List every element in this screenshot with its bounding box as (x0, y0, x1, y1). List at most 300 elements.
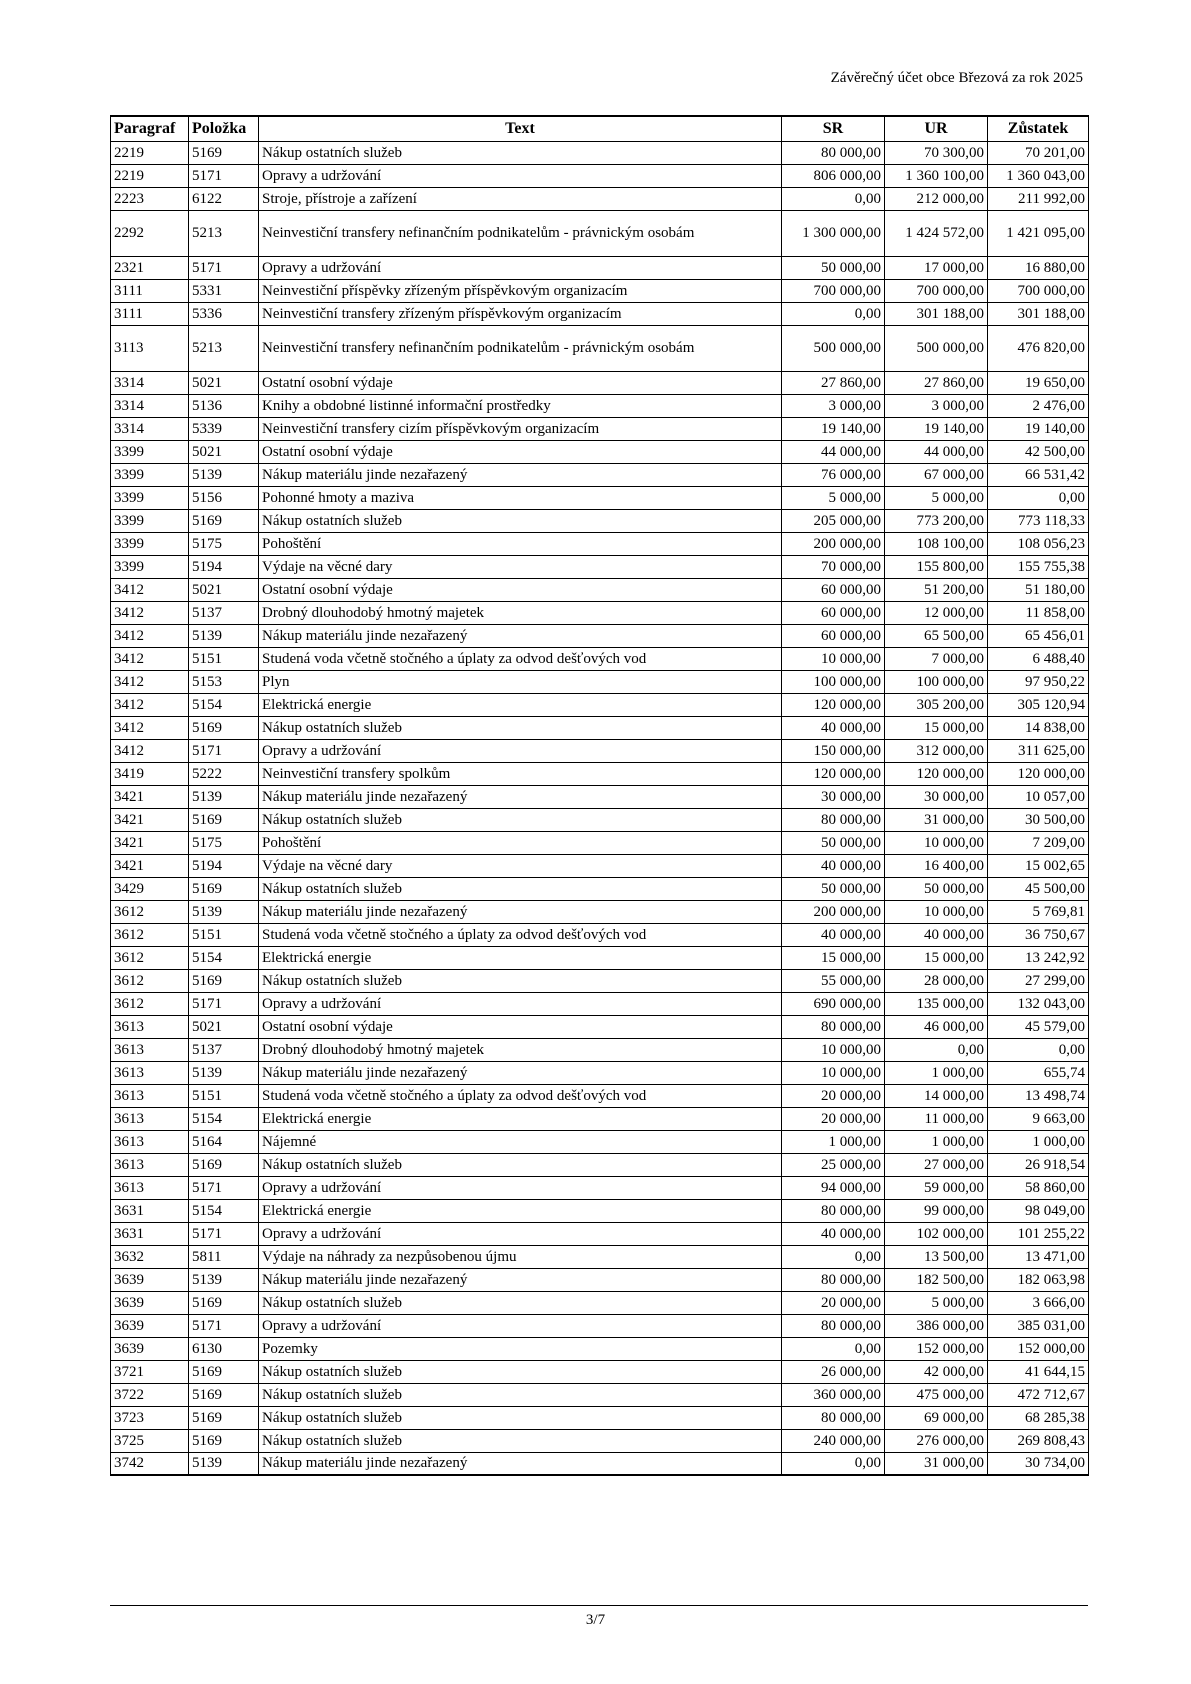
cell-zustatek: 182 063,98 (988, 1268, 1089, 1291)
cell-paragraf: 3399 (111, 440, 189, 463)
cell-paragraf: 3419 (111, 762, 189, 785)
cell-ur: 50 000,00 (885, 877, 988, 900)
cell-text: Studená voda včetně stočného a úplaty za odvod dešťových vod (259, 647, 782, 670)
cell-sr: 0,00 (782, 302, 885, 325)
page-number: 3/7 (585, 1612, 606, 1628)
cell-polozka: 5139 (189, 1452, 259, 1475)
table-row (111, 854, 1089, 877)
cell-paragraf: 3612 (111, 946, 189, 969)
table-row (111, 325, 1089, 371)
cell-text: Nákup materiálu jinde nezařazený (259, 624, 782, 647)
table-row (111, 1222, 1089, 1245)
cell-zustatek: 655,74 (988, 1061, 1089, 1084)
cell-polozka: 5136 (189, 394, 259, 417)
table-row (111, 187, 1089, 210)
cell-sr: 80 000,00 (782, 1314, 885, 1337)
cell-polozka: 5169 (189, 877, 259, 900)
cell-zustatek: 311 625,00 (988, 739, 1089, 762)
cell-zustatek: 1 421 095,00 (988, 210, 1089, 256)
cell-text: Nákup materiálu jinde nezařazený (259, 785, 782, 808)
cell-paragraf: 3632 (111, 1245, 189, 1268)
cell-zustatek: 70 201,00 (988, 141, 1089, 164)
cell-zustatek: 36 750,67 (988, 923, 1089, 946)
cell-paragraf: 3639 (111, 1291, 189, 1314)
cell-polozka: 5171 (189, 739, 259, 762)
table-row (111, 992, 1089, 1015)
cell-text: Nákup materiálu jinde nezařazený (259, 1452, 782, 1475)
table-header-row (111, 116, 1089, 141)
expenditure-table (110, 115, 1089, 1476)
cell-sr: 1 300 000,00 (782, 210, 885, 256)
cell-zustatek: 2 476,00 (988, 394, 1089, 417)
cell-paragraf: 3412 (111, 739, 189, 762)
column-header-sr: SR (782, 116, 885, 141)
cell-paragraf: 3613 (111, 1107, 189, 1130)
table-row (111, 969, 1089, 992)
cell-polozka: 6122 (189, 187, 259, 210)
cell-text: Drobný dlouhodobý hmotný majetek (259, 1038, 782, 1061)
cell-zustatek: 51 180,00 (988, 578, 1089, 601)
cell-zustatek: 16 880,00 (988, 256, 1089, 279)
cell-sr: 50 000,00 (782, 831, 885, 854)
cell-text: Studená voda včetně stočného a úplaty za odvod dešťových vod (259, 923, 782, 946)
cell-zustatek: 5 769,81 (988, 900, 1089, 923)
cell-polozka: 5169 (189, 1153, 259, 1176)
cell-zustatek: 66 531,42 (988, 463, 1089, 486)
cell-ur: 1 360 100,00 (885, 164, 988, 187)
cell-paragraf: 3613 (111, 1084, 189, 1107)
cell-sr: 20 000,00 (782, 1084, 885, 1107)
cell-polozka: 5171 (189, 992, 259, 1015)
table-row (111, 1429, 1089, 1452)
cell-sr: 205 000,00 (782, 509, 885, 532)
table-row (111, 1406, 1089, 1429)
cell-text: Neinvestiční transfery cizím příspěvkovým organizacím (259, 417, 782, 440)
cell-text: Opravy a udržování (259, 1176, 782, 1199)
cell-sr: 0,00 (782, 1245, 885, 1268)
cell-paragraf: 2219 (111, 164, 189, 187)
cell-text: Neinvestiční transfery nefinančním podnikatelům - právnickým osobám (259, 325, 782, 371)
cell-sr: 80 000,00 (782, 1268, 885, 1291)
cell-paragraf: 3613 (111, 1130, 189, 1153)
cell-zustatek: 7 209,00 (988, 831, 1089, 854)
cell-paragraf: 3412 (111, 716, 189, 739)
table-row (111, 302, 1089, 325)
cell-text: Ostatní osobní výdaje (259, 578, 782, 601)
table-row (111, 1314, 1089, 1337)
cell-polozka: 5021 (189, 371, 259, 394)
cell-paragraf: 3421 (111, 785, 189, 808)
cell-zustatek: 9 663,00 (988, 1107, 1089, 1130)
cell-paragraf: 3111 (111, 279, 189, 302)
cell-polozka: 5154 (189, 693, 259, 716)
cell-sr: 40 000,00 (782, 923, 885, 946)
table-row (111, 164, 1089, 187)
table-row (111, 1268, 1089, 1291)
cell-paragraf: 3721 (111, 1360, 189, 1383)
cell-text: Nákup ostatních služeb (259, 1153, 782, 1176)
cell-sr: 80 000,00 (782, 808, 885, 831)
cell-sr: 80 000,00 (782, 1199, 885, 1222)
cell-zustatek: 1 000,00 (988, 1130, 1089, 1153)
table-row (111, 1360, 1089, 1383)
cell-paragraf: 3612 (111, 923, 189, 946)
cell-ur: 182 500,00 (885, 1268, 988, 1291)
cell-polozka: 5169 (189, 1406, 259, 1429)
cell-text: Studená voda včetně stočného a úplaty za odvod dešťových vod (259, 1084, 782, 1107)
cell-sr: 40 000,00 (782, 854, 885, 877)
cell-text: Ostatní osobní výdaje (259, 440, 782, 463)
cell-ur: 1 424 572,00 (885, 210, 988, 256)
cell-paragraf: 3412 (111, 624, 189, 647)
cell-ur: 42 000,00 (885, 1360, 988, 1383)
cell-zustatek: 211 992,00 (988, 187, 1089, 210)
cell-text: Ostatní osobní výdaje (259, 1015, 782, 1038)
cell-paragraf: 3639 (111, 1268, 189, 1291)
cell-text: Pohonné hmoty a maziva (259, 486, 782, 509)
table-row (111, 739, 1089, 762)
cell-zustatek: 476 820,00 (988, 325, 1089, 371)
cell-text: Nákup ostatních služeb (259, 1429, 782, 1452)
cell-text: Elektrická energie (259, 693, 782, 716)
cell-sr: 20 000,00 (782, 1291, 885, 1314)
table-row (111, 670, 1089, 693)
cell-text: Neinvestiční transfery nefinančním podnikatelům - právnickým osobám (259, 210, 782, 256)
cell-sr: 70 000,00 (782, 555, 885, 578)
cell-paragraf: 3412 (111, 647, 189, 670)
cell-polozka: 5171 (189, 1314, 259, 1337)
table-row (111, 762, 1089, 785)
cell-sr: 40 000,00 (782, 716, 885, 739)
table-row (111, 877, 1089, 900)
cell-paragraf: 3631 (111, 1199, 189, 1222)
cell-ur: 312 000,00 (885, 739, 988, 762)
cell-paragraf: 3399 (111, 509, 189, 532)
cell-ur: 27 000,00 (885, 1153, 988, 1176)
cell-polozka: 5151 (189, 923, 259, 946)
cell-zustatek: 42 500,00 (988, 440, 1089, 463)
cell-text: Opravy a udržování (259, 164, 782, 187)
cell-sr: 15 000,00 (782, 946, 885, 969)
cell-paragraf: 3631 (111, 1222, 189, 1245)
cell-text: Výdaje na náhrady za nezpůsobenou újmu (259, 1245, 782, 1268)
cell-ur: 135 000,00 (885, 992, 988, 1015)
table-row (111, 440, 1089, 463)
cell-zustatek: 30 734,00 (988, 1452, 1089, 1475)
cell-polozka: 5339 (189, 417, 259, 440)
table-row (111, 716, 1089, 739)
cell-sr: 1 000,00 (782, 1130, 885, 1153)
cell-text: Nákup ostatních služeb (259, 1360, 782, 1383)
cell-polozka: 5175 (189, 532, 259, 555)
cell-text: Nákup ostatních služeb (259, 716, 782, 739)
cell-zustatek: 14 838,00 (988, 716, 1089, 739)
cell-sr: 50 000,00 (782, 256, 885, 279)
cell-text: Nákup materiálu jinde nezařazený (259, 463, 782, 486)
cell-sr: 80 000,00 (782, 141, 885, 164)
cell-zustatek: 269 808,43 (988, 1429, 1089, 1452)
cell-polozka: 5139 (189, 1268, 259, 1291)
table-row (111, 1061, 1089, 1084)
cell-ur: 28 000,00 (885, 969, 988, 992)
cell-text: Neinvestiční příspěvky zřízeným příspěvkovým organizacím (259, 279, 782, 302)
cell-text: Drobný dlouhodobý hmotný majetek (259, 601, 782, 624)
document-header-title: Závěrečný účet obce Březová za rok 2025 (830, 70, 1083, 86)
cell-zustatek: 45 579,00 (988, 1015, 1089, 1038)
table-row (111, 532, 1089, 555)
cell-zustatek: 301 188,00 (988, 302, 1089, 325)
cell-zustatek: 68 285,38 (988, 1406, 1089, 1429)
cell-paragraf: 3639 (111, 1314, 189, 1337)
cell-polozka: 5169 (189, 808, 259, 831)
table-row (111, 647, 1089, 670)
cell-polozka: 5021 (189, 578, 259, 601)
cell-sr: 60 000,00 (782, 601, 885, 624)
cell-zustatek: 305 120,94 (988, 693, 1089, 716)
cell-polozka: 6130 (189, 1337, 259, 1360)
cell-zustatek: 0,00 (988, 486, 1089, 509)
cell-ur: 10 000,00 (885, 900, 988, 923)
cell-polozka: 5151 (189, 647, 259, 670)
cell-ur: 212 000,00 (885, 187, 988, 210)
cell-zustatek: 472 712,67 (988, 1383, 1089, 1406)
cell-zustatek: 132 043,00 (988, 992, 1089, 1015)
cell-text: Nákup ostatních služeb (259, 808, 782, 831)
cell-paragraf: 3399 (111, 532, 189, 555)
cell-ur: 44 000,00 (885, 440, 988, 463)
cell-text: Pohoštění (259, 532, 782, 555)
cell-text: Nákup materiálu jinde nezařazený (259, 1061, 782, 1084)
cell-ur: 12 000,00 (885, 601, 988, 624)
cell-ur: 14 000,00 (885, 1084, 988, 1107)
cell-text: Nákup ostatních služeb (259, 141, 782, 164)
cell-zustatek: 19 650,00 (988, 371, 1089, 394)
cell-zustatek: 385 031,00 (988, 1314, 1089, 1337)
table-row (111, 463, 1089, 486)
cell-paragraf: 3314 (111, 394, 189, 417)
cell-ur: 100 000,00 (885, 670, 988, 693)
table-row (111, 624, 1089, 647)
column-header-zustatek: Zůstatek (988, 116, 1089, 141)
cell-sr: 700 000,00 (782, 279, 885, 302)
cell-ur: 108 100,00 (885, 532, 988, 555)
table-row (111, 1084, 1089, 1107)
cell-ur: 31 000,00 (885, 808, 988, 831)
cell-zustatek: 30 500,00 (988, 808, 1089, 831)
cell-zustatek: 108 056,23 (988, 532, 1089, 555)
cell-polozka: 5213 (189, 325, 259, 371)
cell-paragraf: 3421 (111, 854, 189, 877)
cell-sr: 60 000,00 (782, 624, 885, 647)
cell-sr: 360 000,00 (782, 1383, 885, 1406)
cell-zustatek: 26 918,54 (988, 1153, 1089, 1176)
cell-paragraf: 3412 (111, 601, 189, 624)
cell-ur: 276 000,00 (885, 1429, 988, 1452)
table-row (111, 509, 1089, 532)
cell-ur: 10 000,00 (885, 831, 988, 854)
cell-paragraf: 3399 (111, 463, 189, 486)
cell-ur: 40 000,00 (885, 923, 988, 946)
cell-zustatek: 13 498,74 (988, 1084, 1089, 1107)
table-row (111, 831, 1089, 854)
cell-ur: 475 000,00 (885, 1383, 988, 1406)
cell-sr: 20 000,00 (782, 1107, 885, 1130)
cell-text: Neinvestiční transfery spolkům (259, 762, 782, 785)
table-row (111, 1038, 1089, 1061)
table-row (111, 578, 1089, 601)
table-row (111, 1107, 1089, 1130)
cell-paragraf: 3111 (111, 302, 189, 325)
cell-sr: 5 000,00 (782, 486, 885, 509)
cell-paragraf: 3613 (111, 1061, 189, 1084)
cell-polozka: 5213 (189, 210, 259, 256)
cell-zustatek: 3 666,00 (988, 1291, 1089, 1314)
cell-sr: 80 000,00 (782, 1406, 885, 1429)
cell-ur: 15 000,00 (885, 716, 988, 739)
cell-polozka: 5154 (189, 946, 259, 969)
column-header-text: Text (259, 116, 782, 141)
cell-zustatek: 27 299,00 (988, 969, 1089, 992)
cell-sr: 120 000,00 (782, 693, 885, 716)
cell-paragraf: 3314 (111, 417, 189, 440)
cell-sr: 10 000,00 (782, 1038, 885, 1061)
cell-zustatek: 15 002,65 (988, 854, 1089, 877)
cell-polozka: 5154 (189, 1107, 259, 1130)
cell-ur: 120 000,00 (885, 762, 988, 785)
cell-text: Stroje, přístroje a zařízení (259, 187, 782, 210)
table-row (111, 1245, 1089, 1268)
cell-zustatek: 6 488,40 (988, 647, 1089, 670)
cell-text: Ostatní osobní výdaje (259, 371, 782, 394)
cell-sr: 3 000,00 (782, 394, 885, 417)
cell-text: Opravy a udržování (259, 992, 782, 1015)
table-row (111, 1176, 1089, 1199)
table-row (111, 785, 1089, 808)
cell-ur: 70 300,00 (885, 141, 988, 164)
column-header-ur: UR (885, 116, 988, 141)
cell-ur: 102 000,00 (885, 1222, 988, 1245)
cell-text: Nákup ostatních služeb (259, 1406, 782, 1429)
cell-polozka: 5137 (189, 601, 259, 624)
cell-zustatek: 13 242,92 (988, 946, 1089, 969)
table-row (111, 1153, 1089, 1176)
cell-text: Nákup ostatních služeb (259, 1291, 782, 1314)
cell-paragraf: 3412 (111, 578, 189, 601)
cell-sr: 40 000,00 (782, 1222, 885, 1245)
cell-polozka: 5164 (189, 1130, 259, 1153)
cell-polozka: 5171 (189, 256, 259, 279)
cell-polozka: 5222 (189, 762, 259, 785)
cell-ur: 1 000,00 (885, 1130, 988, 1153)
cell-sr: 0,00 (782, 1452, 885, 1475)
cell-polozka: 5151 (189, 1084, 259, 1107)
cell-ur: 46 000,00 (885, 1015, 988, 1038)
cell-ur: 30 000,00 (885, 785, 988, 808)
cell-polozka: 5154 (189, 1199, 259, 1222)
cell-sr: 10 000,00 (782, 1061, 885, 1084)
cell-text: Nákup ostatních služeb (259, 969, 782, 992)
cell-paragraf: 3412 (111, 670, 189, 693)
cell-text: Opravy a udržování (259, 1222, 782, 1245)
cell-ur: 152 000,00 (885, 1337, 988, 1360)
footer-divider (110, 1605, 1088, 1606)
cell-ur: 500 000,00 (885, 325, 988, 371)
cell-text: Pohoštění (259, 831, 782, 854)
cell-polozka: 5169 (189, 969, 259, 992)
cell-sr: 806 000,00 (782, 164, 885, 187)
table-row (111, 1199, 1089, 1222)
cell-paragraf: 3421 (111, 831, 189, 854)
cell-paragraf: 2219 (111, 141, 189, 164)
cell-text: Nákup materiálu jinde nezařazený (259, 1268, 782, 1291)
cell-sr: 200 000,00 (782, 532, 885, 555)
table-row (111, 394, 1089, 417)
cell-paragraf: 3613 (111, 1153, 189, 1176)
cell-ur: 700 000,00 (885, 279, 988, 302)
cell-polozka: 5336 (189, 302, 259, 325)
cell-paragraf: 3722 (111, 1383, 189, 1406)
cell-polozka: 5139 (189, 624, 259, 647)
cell-zustatek: 152 000,00 (988, 1337, 1089, 1360)
cell-sr: 500 000,00 (782, 325, 885, 371)
cell-ur: 65 500,00 (885, 624, 988, 647)
cell-polozka: 5194 (189, 555, 259, 578)
cell-paragraf: 3113 (111, 325, 189, 371)
cell-ur: 11 000,00 (885, 1107, 988, 1130)
cell-sr: 0,00 (782, 187, 885, 210)
cell-ur: 31 000,00 (885, 1452, 988, 1475)
cell-polozka: 5169 (189, 716, 259, 739)
cell-zustatek: 773 118,33 (988, 509, 1089, 532)
cell-sr: 240 000,00 (782, 1429, 885, 1452)
cell-paragraf: 3314 (111, 371, 189, 394)
cell-zustatek: 13 471,00 (988, 1245, 1089, 1268)
cell-zustatek: 19 140,00 (988, 417, 1089, 440)
cell-zustatek: 98 049,00 (988, 1199, 1089, 1222)
cell-polozka: 5171 (189, 1176, 259, 1199)
cell-zustatek: 58 860,00 (988, 1176, 1089, 1199)
cell-sr: 25 000,00 (782, 1153, 885, 1176)
cell-sr: 200 000,00 (782, 900, 885, 923)
cell-sr: 100 000,00 (782, 670, 885, 693)
cell-ur: 17 000,00 (885, 256, 988, 279)
cell-ur: 15 000,00 (885, 946, 988, 969)
table-row (111, 210, 1089, 256)
table-row (111, 486, 1089, 509)
cell-paragraf: 3613 (111, 1038, 189, 1061)
cell-text: Nákup materiálu jinde nezařazený (259, 900, 782, 923)
table-row (111, 1337, 1089, 1360)
cell-ur: 3 000,00 (885, 394, 988, 417)
cell-ur: 5 000,00 (885, 1291, 988, 1314)
cell-zustatek: 155 755,38 (988, 555, 1089, 578)
cell-paragraf: 3613 (111, 1176, 189, 1199)
cell-ur: 773 200,00 (885, 509, 988, 532)
cell-ur: 5 000,00 (885, 486, 988, 509)
table-row (111, 555, 1089, 578)
cell-paragraf: 2292 (111, 210, 189, 256)
cell-text: Nákup ostatních služeb (259, 509, 782, 532)
cell-text: Pozemky (259, 1337, 782, 1360)
cell-sr: 0,00 (782, 1337, 885, 1360)
cell-paragraf: 3613 (111, 1015, 189, 1038)
cell-ur: 16 400,00 (885, 854, 988, 877)
cell-polozka: 5021 (189, 440, 259, 463)
cell-text: Nákup ostatních služeb (259, 877, 782, 900)
table-row (111, 946, 1089, 969)
cell-text: Výdaje na věcné dary (259, 854, 782, 877)
cell-text: Opravy a udržování (259, 256, 782, 279)
